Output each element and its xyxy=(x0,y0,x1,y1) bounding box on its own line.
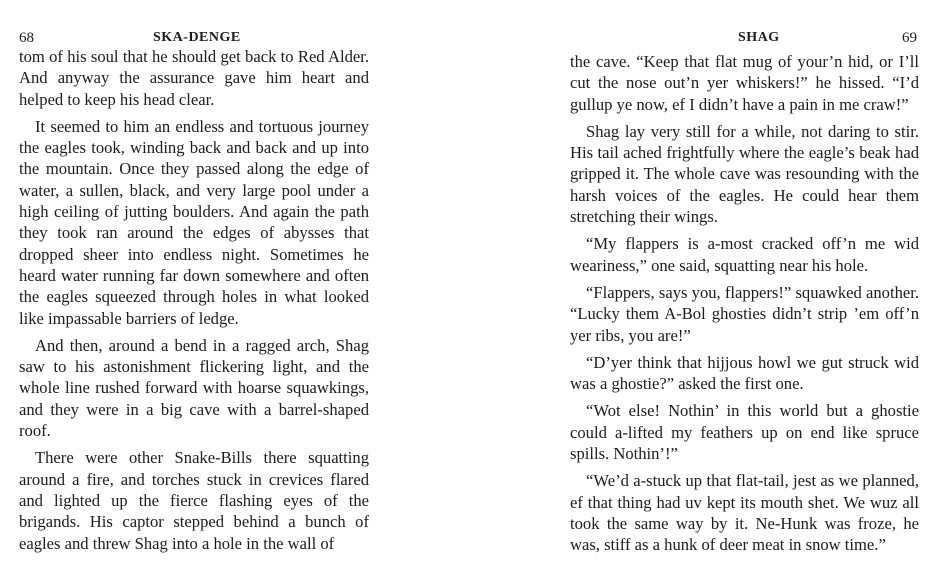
paragraph: tom of his soul that he should get back to Red Alder. And anyway the assurance gave him heart and helped to keep his head clear. xyxy=(19,47,369,109)
running-head: SKA-DENGE xyxy=(153,30,241,45)
paragraph: “We’d a-stuck up that flat-tail, jest as we planned, ef that thing had uv kept its mouth shet. We wuz all took the same way by it. Ne-Hunk was froze, he was, stiff as a hunk of deer meat in snow time.” xyxy=(570,471,919,555)
paragraph: And then, around a bend in a ragged arch, Shag saw to his astonishment flickering light, and the whole line rushed forward with hoarse squawkings, and they were in a big cave with a barrel-shaped roof. xyxy=(19,335,369,441)
paragraph: “D’yer think that hijjous howl we gut struck wid was a ghostie?” asked the first one. xyxy=(570,352,919,394)
paragraph: Shag lay very still for a while, not daring to stir. His tail ached frightfully where the eagle’s beak had gripped it. The whole cave was resounding with the harsh voices of the eagles. He could hear them stretching their wings. xyxy=(570,121,919,227)
paragraph: “Flappers, says you, flappers!” squawked another. “Lucky them A-Bol ghosties didn’t strip ’em off’n yer ribs, you are!” xyxy=(570,282,919,345)
body-text xyxy=(570,51,919,562)
paragraph: “My flappers is a-most cracked off’n me wid weariness,” one said, squatting near his hole. xyxy=(570,234,919,275)
page-number: 68 xyxy=(19,30,34,46)
paragraph: “Wot else! Nothin’ in this world but a ghostie could a-lifted my feathers up on end like spruce spills. Nothin’!” xyxy=(570,401,919,464)
paragraph: There were other Snake-Bills there squatting around a fire, and torches stuck in crevices flared and lighted up the fierce flashing eyes of the brigands. His captor stepped behind a bunch of eagles and threw Shag into a hole in the wall of xyxy=(19,448,369,553)
page-number: 69 xyxy=(902,30,917,46)
paragraph: It seemed to him an endless and tortuous journey the eagles took, winding back and back and up into the mountain. Once they passed along the edge of water, a sullen, black, and very large pool under a high ceiling of jutting boulders. And again the path they took ran around the edges of abysses that dropped sheer into endless night. Sometimes he heard water running far down somewhere and often the eagles squeezed through holes in what looked like impassable barriers of ledge. xyxy=(19,116,369,328)
paragraph: the cave. “Keep that flat mug of your’n hid, or I’ll cut the nose out’n yer whiskers!” he hissed. “I’d gullup ye now, ef I didn’t have a pain in me craw!” xyxy=(570,52,919,114)
running-head: SHAG xyxy=(738,30,780,45)
body-text xyxy=(19,46,369,560)
